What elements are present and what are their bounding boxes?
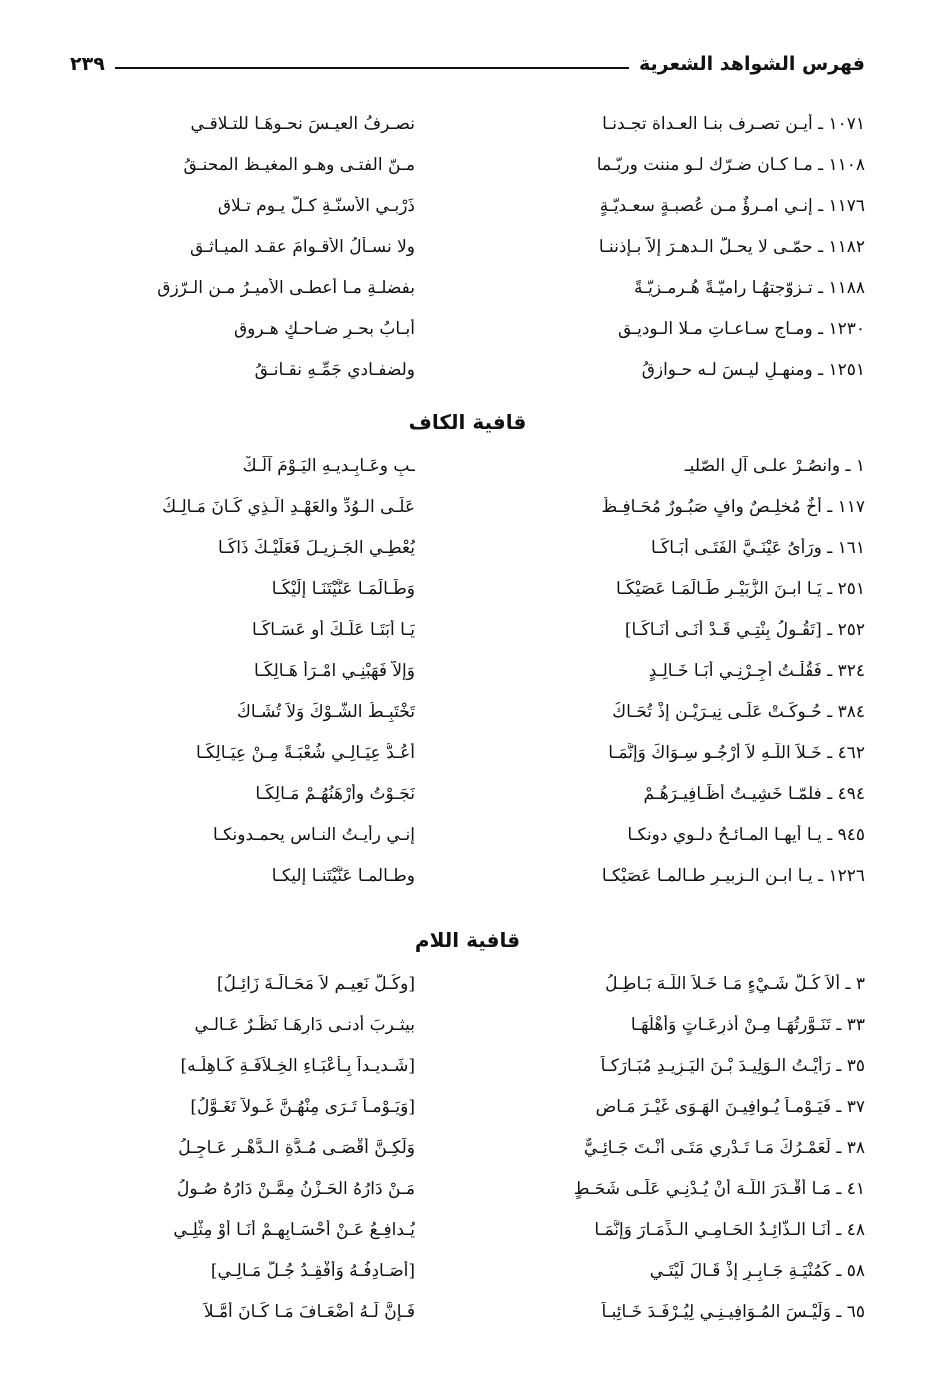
verse-second-hemistich: فَـإِنَّ لَـهُ أَضْعَـافَ مَـا كَـانَ أَمَّـلاَ <box>203 1301 415 1322</box>
verse-second-hemistich: [أُصَـادِفُـهُ وَأَفْقِـدُ جُـلَّ مَـالِـي] <box>210 1260 415 1281</box>
verse-first-hemistich: ١١٧٦ ـ إنـي امـرؤٌ مـن عُصبـةٍ سعـديّـةٍ <box>599 195 865 216</box>
verse-row <box>70 226 865 267</box>
verse-second-hemistich: [وكُـلُّ نَعِيـمٍ لاَ مَحَـالَـةَ زَائِـلُ] <box>216 973 415 994</box>
verse-second-hemistich: يُـدافِـعُ عَـنْ أَحْسَـابِهِـمْ أَنَـا أَوْ مِثْلِـي <box>173 1219 415 1240</box>
section-heading-kaf: قافية الكاف <box>408 410 527 434</box>
verse-block-lam <box>70 963 865 1332</box>
verse-first-hemistich: ٣٥ ـ رَأَيْـتُ الـوَلِيـدَ بْـنَ اليَـزِيـدِ مُبَـارَكـاً <box>600 1055 865 1076</box>
verse-row <box>70 144 865 185</box>
verse-first-hemistich: ١١٧ ـ أخٌ مُخلِـصٌ وافٍ صَبُـورٌ مُحَـافِـظٌ <box>601 496 865 517</box>
verse-row <box>70 773 865 814</box>
verse-first-hemistich: ٣٢٤ ـ فَقُلْـتُ أَجِـرْنِـي أَبَـا خَـالِـدٍ <box>648 660 865 681</box>
verse-first-hemistich: ٦٥ ـ وَلَيْـسَ المُـوَافِيـنِـي لِيُـرْفَـدَ خَـائِبـاً <box>601 1301 865 1322</box>
verse-first-hemistich: ٤١ ـ مَـا أَقْـدَرَ اللَّـهَ أنْ يُـدْنِـي عَلَـى شَحَـطٍ <box>573 1178 865 1199</box>
verse-first-hemistich: ٣٨ ـ لَعَمْـرُكَ مَـا تَـدْرِي مَتَـى أنْـتَ جَـائِـيٌّ <box>583 1137 865 1158</box>
verse-row <box>70 1209 865 1250</box>
verse-row <box>70 1086 865 1127</box>
verse-second-hemistich: ـبِ وعَـابِـديـهِ اليَـوْمَ آلَـكْ <box>242 455 415 476</box>
verse-first-hemistich: ٥٨ ـ كَمُنْيَـةِ جَـابِـرٍ إذْ قَـالَ لَيْتَـي <box>649 1260 865 1281</box>
verse-first-hemistich: ٤٦٢ ـ خَـلاَ اللَّـهِ لاَ أَرْجُـو سِـوَاكَ وَإِنَّمَـا <box>608 742 865 763</box>
verse-row <box>70 1127 865 1168</box>
section-heading-lam: قافية اللام <box>414 928 521 952</box>
verse-row <box>70 963 865 1004</box>
verse-first-hemistich: ١ ـ وانصُـرْ علـى آلِ الصّليـ <box>684 455 865 476</box>
verse-row <box>70 185 865 226</box>
verse-first-hemistich: ٣ ـ أَلاَ كُـلُّ شَـيْءٍ مَـا خَـلاَ اللَّـهَ بَـاطِـلُ <box>605 973 865 994</box>
verse-second-hemistich: عَلَـى الـوُدِّ والعَهْـدِ الّـذِي كَـانَ مَـالِـكُ <box>162 496 415 517</box>
verse-first-hemistich: ٤٨ ـ أَنَـا الـذَّائِـدُ الحَـامِـي الـذِّمَـارَ وَإِنَّمَـا <box>594 1219 865 1240</box>
verse-first-hemistich: ١٢٢٦ ـ يـا ابـن الـزبيـرِ طـالمـا عَصَيْكـا <box>601 865 865 886</box>
verse-first-hemistich: ١٢٥١ ـ ومنهـلٍ ليـسَ لـه حـوازقُ <box>641 359 865 380</box>
verse-first-hemistich: ٣٨٤ ـ حُـوكَـتْ عَلَـى نِيـرَيْـنِ إِذْ تُحَـاكُ <box>612 701 865 722</box>
verse-row <box>70 568 865 609</box>
verse-second-hemistich: يَـا أَبَتَـا عَلَّـكَ أَو عَسَـاكَـا <box>252 619 415 640</box>
verse-second-hemistich: مـنّ الفتـى وهـو المغيـظ المحنـقُ <box>183 154 415 175</box>
verse-first-hemistich: ٣٧ ـ فَيَـوْمـاً يُـوافِيـنَ الهَـوَى غَيْـرَ مَـاضٍ <box>595 1096 865 1117</box>
verse-row <box>70 1168 865 1209</box>
verse-row <box>70 267 865 308</box>
verse-block-kaf <box>70 445 865 896</box>
verse-row <box>70 609 865 650</box>
verse-second-hemistich: تَخْتَبِـطُ الشَّـوْكَ وَلاَ تُشَـاكُ <box>236 701 415 722</box>
verse-row <box>70 486 865 527</box>
header-title: فهرس الشواهد الشعرية <box>639 53 865 75</box>
verse-second-hemistich: وَإِلاَّ فَهَبْنِـي امْـرَأً هَـالِكَـا <box>254 660 415 681</box>
verse-second-hemistich: ولضفـادي جَمِّـهِ نقـانـقُ <box>254 359 415 380</box>
verse-row <box>70 1004 865 1045</box>
verse-second-hemistich: [وَيَـوْمـاً تَـرَى مِنْهُـنَّ غَـولاً تَغَـوَّلُ] <box>190 1096 415 1117</box>
verse-second-hemistich: أَعُـدُّ عِيَـالِـي شُعْبَـةً مِـنْ عِيَـالِكَـا <box>195 742 415 763</box>
verse-second-hemistich: مَـنْ دَارُهُ الحَـزْنُ مِمَّـنْ دَارُهُ صُـولُ <box>177 1178 415 1199</box>
verse-second-hemistich: ولا نسـألُ الأقـوامَ عقـد الميـاثـقِ <box>189 236 415 257</box>
running-header <box>70 44 865 84</box>
verse-row <box>70 855 865 896</box>
verse-row <box>70 691 865 732</box>
verse-row <box>70 103 865 144</box>
verse-first-hemistich: ٢٥١ ـ يَـا ابـنَ الزُّبَيْـرِ طَـالَمَـا عَصَيْكَـا <box>615 578 865 599</box>
verse-row <box>70 814 865 855</box>
verse-first-hemistich: ١٢٣٠ ـ ومـاج سـاعـاتِ مـلا الـوديـقِ <box>617 318 865 339</box>
page-number: ٢٣٩ <box>70 53 105 75</box>
verse-first-hemistich: ١١٠٨ ـ مـا كـان ضـرّك لـو مننت وربّـما <box>596 154 865 175</box>
verse-first-hemistich: ١٠٧١ ـ أيـن تصـرف بنـا العـداة تجـدنـا <box>602 113 865 134</box>
verse-first-hemistich: ٤٩٤ ـ فلمّـا خَشِيـتُ أظَـافِيـرَهُـمْ <box>643 783 865 804</box>
verse-second-hemistich: بفضلـةِ مـا أعطـى الأميـرُ مـن الـرّزقِ <box>157 277 415 298</box>
verse-second-hemistich: إنـي رأيـتُ النـاس يحمـدونكـا <box>212 824 415 845</box>
verse-row <box>70 349 865 390</box>
verse-row <box>70 1291 865 1332</box>
verse-block-continuation <box>70 103 865 390</box>
verse-row <box>70 1045 865 1086</box>
verse-second-hemistich: وطـالمـا عَنَّيْتَنـا إليكـا <box>271 865 415 886</box>
verse-row <box>70 527 865 568</box>
header-rule <box>115 67 629 69</box>
verse-first-hemistich: ١٦١ ـ ورَأىُ عَيْنَـيَّ الفَتَـى أَبَـاكَـا <box>650 537 865 558</box>
verse-first-hemistich: ١١٨٢ ـ حمّـى لا يحـلُّ الـدهـرَ إلاّ بـإذننـا <box>598 236 865 257</box>
verse-row <box>70 308 865 349</box>
verse-second-hemistich: يُعْطِـي الجَـزِيـلَ فَعَلَيْـكَ ذَاكَـا <box>217 537 415 558</box>
verse-second-hemistich: نَجَـوْتُ وأَرْهَنُهُـمْ مَـالِكَـا <box>255 783 415 804</box>
verse-first-hemistich: ٩٤٥ ـ يـا أيهـا المـائـحُ دلـوي دونكـا <box>627 824 865 845</box>
verse-second-hemistich: [شَـديـداً بِـأَعْبَـاءِ الخِـلاَفَـةِ كَـاهِلُـه] <box>180 1055 415 1076</box>
verse-second-hemistich: ذَرْبـي الأسنّـةِ كـلّ يـوم تـلاقِ <box>217 195 415 216</box>
verse-row <box>70 1250 865 1291</box>
verse-first-hemistich: ٣٣ ـ تَنَـوَّرتُهَـا مِـنْ أذرِعَـاتٍ وَأهْلُهَـا <box>630 1014 865 1035</box>
verse-second-hemistich: نصـرفُ العيـسَ نحـوهَـا للتـلاقـي <box>190 113 415 134</box>
verse-row <box>70 445 865 486</box>
verse-row <box>70 732 865 773</box>
verse-second-hemistich: وَلَكِـنَّ أَقْصَـى مُـدَّةِ الـدَّهْـرِ عَـاجِـلُ <box>178 1137 415 1158</box>
verse-second-hemistich: وَطَـالَمَـا عَنَّيْتَنَـا إِلَيْكَـا <box>271 578 415 599</box>
verse-row <box>70 650 865 691</box>
verse-second-hemistich: أُبـابُ بحـرٍ ضـاحـكٍ هـروقِ <box>233 318 415 339</box>
verse-first-hemistich: ٢٥٢ ـ [تَقُـولُ بِنْتِـي قَـدْ أَنَـى أَنَـاكَـا] <box>624 619 865 640</box>
verse-second-hemistich: بيثـربَ أدنـى دَارِهَـا نَظَـرٌ عَـالـي <box>194 1014 415 1035</box>
verse-first-hemistich: ١١٨٨ ـ تـزوّجتهُـا راميّـةً هُـرمـزيّـةً <box>634 277 865 298</box>
